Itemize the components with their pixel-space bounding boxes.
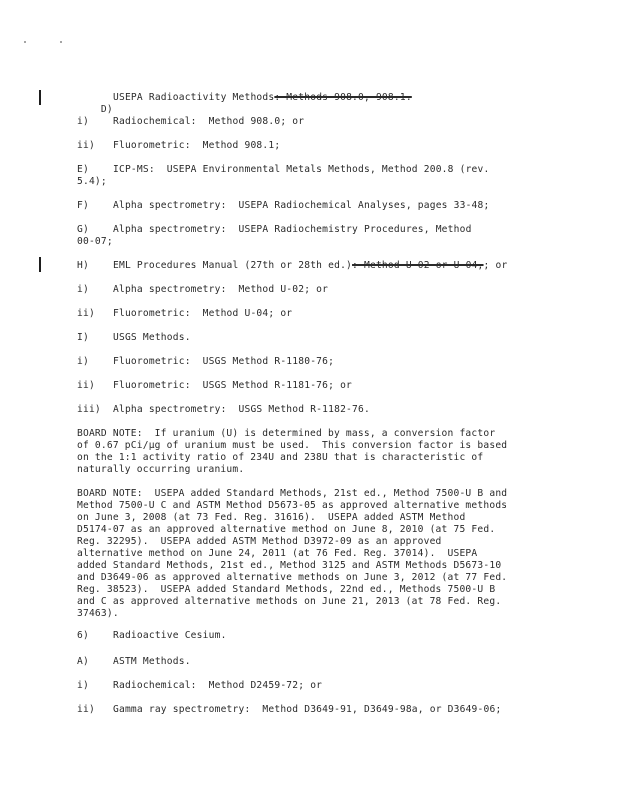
list-item-label: iii) [77, 404, 101, 415]
item-text: Alpha spectrometry: USGS Method R-1182-76. [113, 404, 370, 415]
note-line: Method 7500-U C and ASTM Method D5673-05 as approved alternative methods [77, 500, 508, 511]
list-item-label: i) [77, 116, 89, 127]
note-line: and C as approved alternative methods on June 21, 2013 (at 78 Fed. Reg. [77, 596, 502, 607]
item-text: Radiochemical: Method D2459-72; or [113, 680, 323, 691]
item-text-cont: 00-07; [77, 236, 113, 247]
item-text: USGS Methods. [113, 332, 191, 343]
note-line: Reg. 32295). USEPA added ASTM Method D3972-09 as an approved [77, 536, 442, 547]
note-line: naturally occurring uranium. [77, 464, 245, 475]
struck-text: : Method U-02 or U-04, [352, 260, 484, 271]
list-item-label: ii) [77, 704, 95, 715]
list-item-label: G) [77, 224, 89, 235]
item-text: Alpha spectrometry: Method U-02; or [113, 284, 329, 295]
note-line: BOARD NOTE: USEPA added Standard Methods, 21st ed., Method 7500-U B and [77, 488, 508, 499]
list-item-label: i) [77, 356, 89, 367]
note-line: 37463). [77, 608, 119, 619]
revision-bar [39, 257, 41, 272]
list-item-label: ii) [77, 308, 95, 319]
note-line: BOARD NOTE: If uranium (U) is determined by mass, a conversion factor [77, 428, 496, 439]
note-line: and D3649-06 as approved alternative methods on June 3, 2012 (at 77 Fed. [77, 572, 508, 583]
struck-text: : Methods 908.0, 908.1. [274, 92, 412, 103]
list-item-label: I) [77, 332, 89, 343]
list-item-label: i) [77, 284, 89, 295]
note-line: on the 1:1 activity ratio of 234U and 238U that is characteristic of [77, 452, 484, 463]
note-line: on June 3, 2008 (at 73 Fed. Reg. 31616). USEPA added ASTM Method [77, 512, 466, 523]
note-line: added Standard Methods, 21st ed., Method 3125 and ASTM Methods D5673-10 [77, 560, 502, 571]
item-label: D) [100, 104, 113, 115]
list-item-label: i) [77, 680, 89, 691]
item-text: Alpha spectrometry: USEPA Radiochemical Analyses, pages 33-48; [113, 200, 490, 211]
note-line: alternative method on June 24, 2011 (at 76 Fed. Reg. 37014). USEPA [77, 548, 478, 559]
item-text: Fluorometric: Method 908.1; [113, 140, 281, 151]
scan-mark [24, 41, 26, 43]
item-text-cont: 5.4); [77, 176, 107, 187]
item-text: EML Procedures Manual (27th or 28th ed.): Method U-02 or U-04,; or [113, 260, 508, 271]
item-text: Fluorometric: USGS Method R-1181-76; or [113, 380, 353, 391]
board-note-uranium [77, 428, 537, 476]
note-line: of 0.67 pCi/μg of uranium must be used. This conversion factor is based [77, 440, 508, 451]
note-line: Reg. 38523). USEPA added Standard Methods, 22nd ed., Methods 7500-U B [77, 584, 496, 595]
list-item-label: ii) [77, 380, 95, 391]
item-text: ASTM Methods. [113, 656, 191, 667]
note-line: D5174-07 as an approved alternative method on June 8, 2010 (at 75 Fed. [77, 524, 496, 535]
board-note-amendments [77, 488, 537, 620]
item-text: Gamma ray spectrometry: Method D3649-91, D3649-98a, or D3649-06; [113, 704, 502, 715]
list-item-label: H) [77, 260, 89, 271]
item-text: USEPA Radioactivity Methods: Methods 908.0, 908.1. [113, 92, 412, 103]
list-item-label: F) [77, 200, 89, 211]
item-text: Fluorometric: USGS Method R-1180-76; [113, 356, 335, 367]
item-text: Radiochemical: Method 908.0; or [113, 116, 305, 127]
list-item-label: ii) [77, 140, 95, 151]
list-item-label: A) [77, 656, 89, 667]
item-text: Fluorometric: Method U-04; or [113, 308, 293, 319]
scan-mark [60, 41, 62, 43]
revision-bar [39, 90, 41, 105]
section-6-label: 6) [77, 630, 89, 641]
section-6-title: Radioactive Cesium. [113, 630, 227, 641]
list-item-label: E) [77, 164, 89, 175]
item-text: Alpha spectrometry: USEPA Radiochemistry Procedures, Method [113, 224, 472, 235]
item-text: ICP-MS: USEPA Environmental Metals Methods, Method 200.8 (rev. [113, 164, 490, 175]
